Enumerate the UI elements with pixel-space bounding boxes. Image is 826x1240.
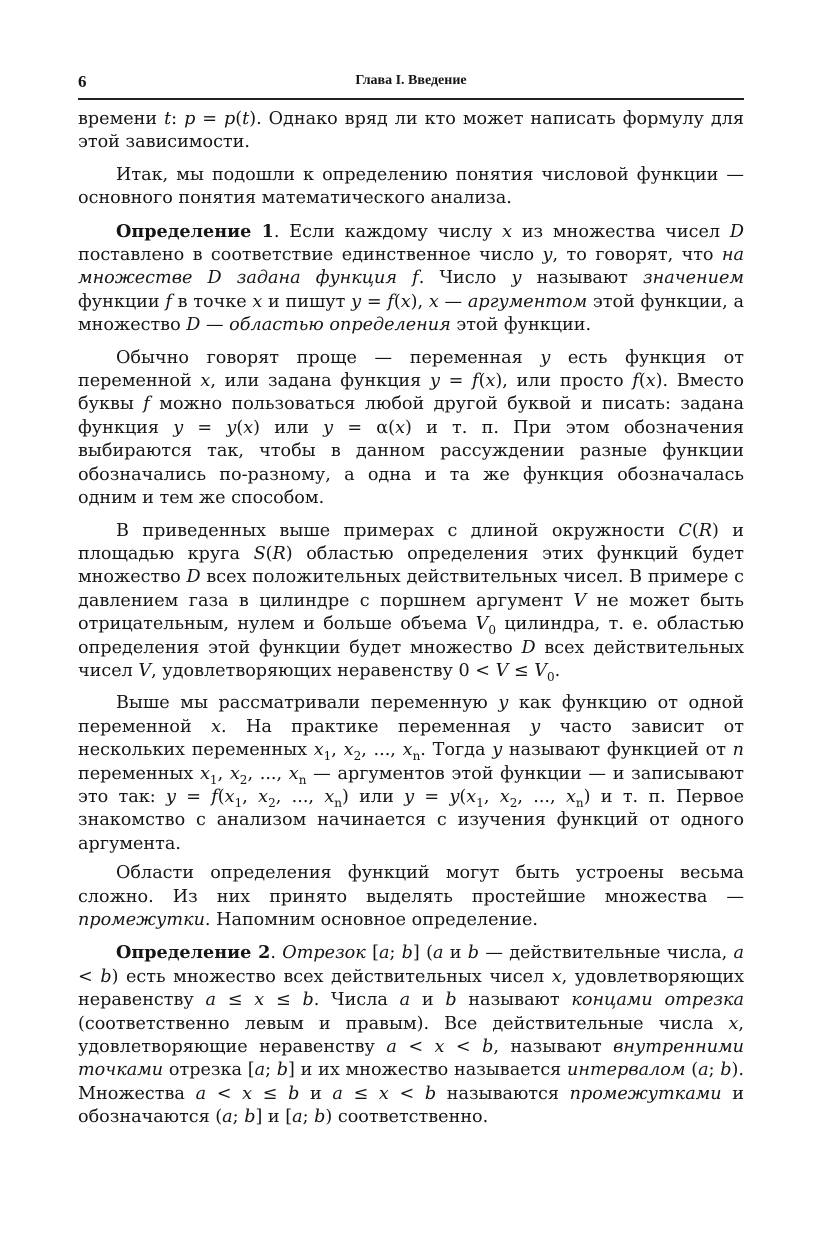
text-run: — аргументов этой функции — и записывают это так: [78, 763, 744, 807]
text-run: В приведенных выше примерах с длиной окружности [116, 520, 679, 541]
text-run: ( [265, 543, 273, 564]
text-run: ). Однако вряд ли кто может написать формулу для этой зависимости. [78, 109, 744, 153]
math-variable: y [429, 371, 440, 392]
text-run: переменных [78, 763, 200, 784]
text-run: ), [410, 291, 429, 312]
math-variable: b [445, 990, 457, 1011]
math-variable: R [272, 543, 286, 564]
math-variable: f [165, 291, 172, 312]
math-variable: y [165, 786, 176, 807]
math-variable: b [424, 1083, 437, 1104]
math-variable: x [211, 716, 221, 737]
text-run: ( [685, 1060, 699, 1081]
math-variable: a [195, 1083, 207, 1104]
math-variable: D [729, 221, 744, 242]
math-variable: a [378, 943, 390, 964]
text-run: и обозначаются ( [78, 1083, 744, 1128]
italic-term: промежутками [569, 1083, 722, 1104]
text-run: < [396, 1037, 435, 1058]
text-run: — [200, 315, 230, 336]
math-variable: t [242, 109, 250, 129]
text-run: и [410, 990, 446, 1011]
math-variable: f [387, 291, 394, 312]
text-run: ). Вместо буквы [78, 371, 744, 415]
text-run: ) или [253, 417, 324, 438]
math-variable: y [498, 693, 509, 714]
text-run: в точке [171, 291, 253, 312]
paragraph-notation [78, 347, 744, 511]
math-variable: b [467, 943, 480, 964]
text-run: часто зависит от нескольких переменных [78, 716, 744, 761]
math-variable: x [434, 1037, 445, 1058]
text-run: = [414, 786, 450, 807]
math-variable: x [288, 763, 299, 784]
text-run: ( [459, 786, 467, 807]
text-run: времени [78, 109, 165, 129]
subscript: 2 [353, 749, 362, 764]
text-run: ≤ [264, 990, 303, 1011]
text-run: . [554, 660, 561, 681]
text-run: = [439, 371, 473, 392]
paragraph-domains [78, 862, 744, 932]
math-variable: b [401, 943, 413, 964]
text-run: = [361, 291, 388, 312]
math-variable: y [226, 417, 237, 438]
math-variable: b [244, 1107, 256, 1128]
text-run: ; [389, 943, 402, 964]
text-run: = [195, 109, 224, 129]
text-run: можно пользоваться любой другой буквой и писать: задана функция [78, 394, 744, 438]
text-run: , удовлетворяющие неравенству [78, 1013, 744, 1058]
text-run: этой функции. [450, 315, 592, 336]
subscript: n [412, 749, 421, 764]
subscript: 2 [509, 795, 518, 810]
text-run: — действительные числа, [479, 943, 734, 964]
text-run: Итак, мы подошли к определению понятия числовой функции — основного понятия математического анализа. [78, 164, 744, 209]
text-run: , ..., [361, 740, 403, 761]
math-variable: p [224, 109, 236, 129]
math-variable: y [511, 268, 522, 289]
math-variable: y [492, 740, 503, 761]
text-run: ( [478, 371, 486, 392]
math-variable: t [164, 109, 172, 129]
text-run: , удовлетворяющих неравенству 0 < [151, 660, 496, 681]
text-run: = α( [333, 417, 396, 438]
math-variable: b [302, 990, 314, 1011]
italic-term: концами отрезка [571, 990, 745, 1011]
text-run: есть функция от переменной [78, 347, 744, 392]
math-variable: V [534, 660, 547, 681]
math-variable: D [186, 567, 201, 588]
bold-term: Определение 2 [116, 942, 271, 964]
math-variable: y [542, 245, 553, 266]
text-run: ≤ [508, 660, 535, 681]
text-run: и [299, 1083, 333, 1104]
math-variable: p [184, 109, 196, 129]
text-run: = [183, 417, 227, 438]
math-variable: V [495, 660, 509, 681]
subscript: 0 [546, 669, 555, 684]
math-variable: f [211, 786, 218, 807]
math-variable: x [428, 291, 439, 312]
italic-term: внутренними точками [78, 1037, 744, 1081]
math-variable: f [632, 371, 639, 392]
subscript: 1 [476, 795, 484, 810]
text-run: . Тогда [420, 740, 493, 761]
math-variable: x [343, 740, 354, 761]
text-run: и пишут [262, 291, 352, 312]
math-variable: x [199, 763, 210, 784]
paragraph-examples [78, 520, 744, 684]
text-run: отрезка [ [163, 1060, 255, 1081]
paragraph-intro-function [78, 164, 744, 211]
text-run: . Напомним основное определение. [204, 910, 538, 930]
subscript: n [575, 795, 584, 810]
subscript: 1 [209, 772, 218, 787]
math-variable: a [254, 1060, 266, 1081]
math-variable: V [475, 614, 489, 635]
text-run: . Число [418, 268, 512, 289]
math-variable: b [100, 966, 112, 987]
definition-1 [78, 220, 744, 338]
text-run: , ..., [247, 763, 289, 784]
text-run: , ..., [517, 786, 566, 807]
text-run: , удовлетворяющих неравенству [78, 966, 744, 1011]
text-run: поставлено в соответствие единственное число [78, 245, 543, 266]
text-run: , [483, 786, 500, 807]
text-run: ≤ [252, 1083, 289, 1104]
math-variable: x [402, 740, 413, 761]
text-run: ( [638, 371, 646, 392]
bold-term: Определение 1 [116, 220, 274, 242]
math-variable: y [449, 786, 460, 807]
text-run: называются [436, 1083, 570, 1104]
math-variable: y [173, 417, 184, 438]
text-run: = [175, 786, 212, 807]
math-variable: x [324, 786, 335, 807]
text-run: ) и т. п. Первое знакомство с анализом начинается с изучения функций от одного аргумента. [78, 786, 745, 854]
math-variable: a [222, 1107, 233, 1128]
math-variable: x [645, 371, 656, 392]
text-run: . Если каждому числу [273, 221, 503, 242]
math-variable: R [698, 520, 712, 541]
math-variable: x [252, 291, 263, 312]
text-run: , или задана функция [210, 371, 430, 392]
math-variable: a [386, 1037, 397, 1058]
italic-term: интервалом [567, 1060, 686, 1081]
math-variable: y [351, 291, 362, 312]
text-run: . [270, 943, 283, 964]
text-run: ≤ [342, 1083, 379, 1104]
math-variable: y [540, 347, 551, 368]
math-variable: V [573, 590, 587, 611]
math-variable: x [378, 1083, 389, 1104]
page-body [78, 108, 744, 1130]
chapter-title: Глава I. Введение [355, 73, 467, 88]
math-variable: x [565, 786, 576, 807]
text-run: ), или просто [495, 371, 633, 392]
text-run: [ [365, 943, 379, 964]
math-variable: V [138, 660, 152, 681]
subscript: n [298, 772, 307, 787]
text-run: (соответственно левым и правым). Все действительные числа [78, 1013, 729, 1034]
subscript: n [334, 795, 342, 810]
text-run: называют [521, 268, 644, 289]
math-variable: x [258, 786, 269, 807]
text-run: Области определения функций могут быть устроены весьма сложно. Из них принято выделять простейшие множества — [78, 863, 744, 907]
math-variable: a [205, 990, 217, 1011]
text-run: ( [236, 417, 244, 438]
math-variable: b [482, 1037, 494, 1058]
text-run: , [217, 763, 230, 784]
text-run: , [331, 740, 344, 761]
text-run: ) или [342, 786, 405, 807]
math-variable: b [720, 1060, 732, 1081]
math-variable: f [472, 371, 479, 392]
text-run: Выше мы рассматривали переменную [116, 693, 499, 714]
italic-term: на множестве D задана функция f [78, 245, 744, 289]
italic-term: значением [643, 268, 744, 289]
math-variable: x [254, 990, 265, 1011]
text-run: как функцию от одной переменной [78, 693, 744, 737]
subscript: 2 [239, 772, 248, 787]
math-variable: x [551, 966, 562, 987]
math-variable: a [399, 990, 411, 1011]
text-run: ( [217, 786, 225, 807]
text-run: , ..., [275, 786, 325, 807]
math-variable: f [143, 394, 150, 415]
math-variable: x [395, 417, 405, 438]
paragraph-multivariable [78, 692, 744, 856]
math-variable: x [229, 763, 240, 784]
math-variable: x [499, 786, 510, 807]
math-variable: b [276, 1060, 289, 1081]
italic-term: Отрезок [282, 943, 366, 964]
text-run: — [438, 291, 468, 312]
text-run: . На практике переменная [221, 716, 531, 737]
text-run: ] ( [412, 943, 433, 964]
math-variable: x [466, 786, 477, 807]
text-run: ) соответственно. [325, 1107, 489, 1128]
math-variable: a [432, 943, 444, 964]
italic-term: аргументом [467, 291, 588, 312]
text-run: , то говорят, что [552, 245, 722, 266]
math-variable: S [253, 543, 266, 564]
math-variable: a [733, 943, 744, 964]
text-run: < [78, 966, 101, 987]
math-variable: x [485, 371, 496, 392]
text-run: ) есть множество всех действительных чисел [111, 966, 552, 987]
text-run: < [388, 1083, 425, 1104]
book-page [78, 70, 744, 1139]
math-variable: x [313, 740, 324, 761]
math-variable: x [400, 291, 411, 312]
math-variable: b [314, 1107, 326, 1128]
text-run: : [171, 109, 185, 129]
math-variable: x [242, 1083, 253, 1104]
text-run: всех действительных чисел [78, 637, 744, 681]
text-run: , [242, 786, 259, 807]
running-header [78, 70, 744, 100]
subscript: 0 [488, 623, 496, 638]
paragraph-continuation [78, 108, 744, 155]
text-run: ( [393, 291, 401, 312]
text-run: ) и т. п. При этом обозначения выбираются так, чтобы в данном рассуждении разные функции обозначались по-разному, а одна и та же функция обозначалась одним и тем же способом. [78, 417, 745, 509]
math-variable: C [678, 520, 692, 541]
math-variable: x [200, 371, 211, 392]
text-run: . Числа [313, 990, 400, 1011]
text-run: ≤ [216, 990, 255, 1011]
math-variable: y [323, 417, 334, 438]
text-run: функции [78, 291, 166, 312]
text-run: ] и их множество называется [288, 1060, 568, 1081]
text-run: из множества чисел [512, 221, 730, 242]
math-variable: a [332, 1083, 343, 1104]
text-run: , называют [493, 1037, 614, 1058]
text-run: ; [265, 1060, 277, 1081]
math-variable: a [292, 1107, 303, 1128]
math-variable: x [243, 417, 254, 438]
text-run: ( [691, 520, 699, 541]
math-variable: y [530, 716, 541, 737]
text-run: ( [235, 109, 243, 129]
text-run: называют [456, 990, 572, 1011]
math-variable: a [698, 1060, 709, 1081]
math-variable: x [728, 1013, 739, 1034]
math-variable: x [224, 786, 235, 807]
text-run: не может быть отрицательным, нулем и больше объема [78, 590, 744, 635]
math-variable: n [732, 740, 745, 761]
text-run: ; [708, 1060, 721, 1081]
definition-2 [78, 941, 744, 1129]
subscript: 1 [234, 795, 243, 810]
text-run: ; [302, 1107, 315, 1128]
italic-term: областью определения [229, 315, 451, 336]
math-variable: b [288, 1083, 300, 1104]
text-run: цилиндра, т. е. областью определения этой функции будет множество [78, 614, 744, 658]
subscript: 1 [323, 749, 332, 764]
text-run: < [206, 1083, 243, 1104]
text-run: и [443, 943, 468, 964]
text-run: Обычно говорят проще — переменная [116, 347, 541, 368]
text-run: < [444, 1037, 483, 1058]
text-run: ) областью определения этих функций будет множество [78, 543, 745, 588]
italic-term: промежутки [78, 910, 205, 930]
text-run: ; [232, 1107, 245, 1128]
text-run: ) и площадью круга [78, 520, 744, 564]
math-variable: D [521, 637, 536, 658]
text-run: ). Множества [78, 1060, 744, 1104]
text-run: называют функцией от [502, 740, 733, 761]
page-number: 6 [78, 72, 87, 91]
text-run: всех положительных действительных чисел. В примере с давлением газа в цилиндре с поршнем аргумент [78, 567, 744, 611]
subscript: 2 [268, 795, 276, 810]
math-variable: D [186, 315, 201, 336]
text-run: ] и [ [255, 1107, 293, 1128]
math-variable: y [404, 786, 415, 807]
math-variable: x [502, 221, 513, 242]
text-run: этой функции, а множество [78, 291, 744, 336]
